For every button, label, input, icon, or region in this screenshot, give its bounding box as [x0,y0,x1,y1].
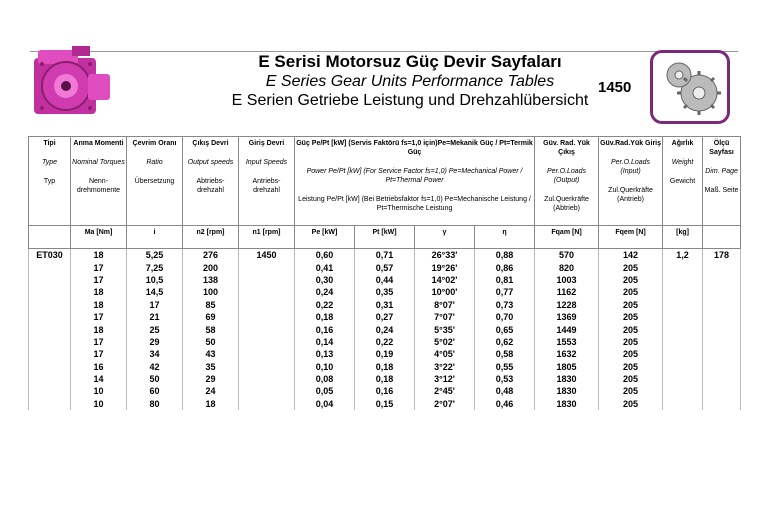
cell-fqa: 1632 [535,348,599,360]
cell-fqa: 1162 [535,286,599,298]
cell-i: 21 [127,311,183,323]
title-english: E Series Gear Units Performance Tables [265,73,555,90]
col-header-input-load: Güv.Rad.Yük Giriş Per.O.Loads (Input) Zul.Querkräfte (Antrieb) [599,137,663,226]
cell-tip [29,323,71,335]
cell-ma: 10 [71,385,127,397]
cell-ma: 14 [71,373,127,385]
cell-n1 [239,274,295,286]
table-row [29,336,741,348]
table-row [29,299,741,311]
cell-eta: 0,65 [475,323,535,335]
cell-i: 17 [127,299,183,311]
cell-n1 [239,323,295,335]
cell-dim [703,286,741,298]
cell-i: 50 [127,373,183,385]
cell-ma: 17 [71,261,127,273]
cell-n1 [239,385,295,397]
cell-n1 [239,348,295,360]
cell-kg [663,311,703,323]
cell-kg [663,286,703,298]
cell-tip [29,398,71,410]
cell-ma: 18 [71,323,127,335]
cell-tip [29,311,71,323]
cell-kg [663,398,703,410]
cell-pe: 0,24 [295,286,355,298]
cell-tip: ET030 [29,249,71,262]
table-row [29,311,741,323]
unit-pe: Pe [kW] [295,226,355,249]
cell-g: 2°07' [415,398,475,410]
cell-fqa: 820 [535,261,599,273]
unit-input-load: Fqem [N] [599,226,663,249]
unit-pt: Pt [kW] [355,226,415,249]
cell-fqa: 1830 [535,398,599,410]
cell-kg [663,299,703,311]
cell-pe: 0,60 [295,249,355,262]
table-row [29,348,741,360]
cell-fqe: 205 [599,336,663,348]
cell-eta: 0,58 [475,348,535,360]
cell-eta: 0,86 [475,261,535,273]
cell-eta: 0,48 [475,385,535,397]
cell-g: 5°35' [415,323,475,335]
cell-ma: 18 [71,286,127,298]
cell-pe: 0,18 [295,311,355,323]
cell-eta: 0,55 [475,361,535,373]
cell-n2: 43 [183,348,239,360]
table-row [29,373,741,385]
cell-pt: 0,18 [355,373,415,385]
cell-g: 5°02' [415,336,475,348]
cell-n1 [239,336,295,348]
table-row [29,261,741,273]
cell-pt: 0,22 [355,336,415,348]
cell-pe: 0,14 [295,336,355,348]
col-header-type: Tipi Type Typ [29,137,71,226]
cell-pe: 0,04 [295,398,355,410]
cell-dim [703,348,741,360]
cell-eta: 0,46 [475,398,535,410]
cell-n1 [239,311,295,323]
cell-fqe: 142 [599,249,663,262]
table-row [29,385,741,397]
cell-g: 8°07' [415,299,475,311]
performance-table [28,136,741,410]
cell-eta: 0,62 [475,336,535,348]
cell-fqa: 1553 [535,336,599,348]
col-header-torque: Anma Momenti Nominal Torques Nenn-drehmomente [71,137,127,226]
cell-fqe: 205 [599,361,663,373]
cell-fqa: 1003 [535,274,599,286]
unit-dim-page [703,226,741,249]
cell-i: 80 [127,398,183,410]
cell-g: 3°12' [415,373,475,385]
cell-dim [703,361,741,373]
cell-i: 42 [127,361,183,373]
cell-fqe: 205 [599,398,663,410]
cell-i: 7,25 [127,261,183,273]
cell-n1 [239,261,295,273]
cell-fqa: 1449 [535,323,599,335]
cell-dim [703,274,741,286]
col-header-input-speed: Giriş Devri Input Speeds Antriebs-drehzahl [239,137,295,226]
cell-dim: 178 [703,249,741,262]
cell-pt: 0,44 [355,274,415,286]
cell-eta: 0,70 [475,311,535,323]
cell-dim [703,373,741,385]
cell-pe: 0,05 [295,385,355,397]
cell-pe: 0,41 [295,261,355,273]
cell-fqe: 205 [599,261,663,273]
cell-n1 [239,361,295,373]
cell-kg [663,348,703,360]
cell-fqa: 1805 [535,361,599,373]
cell-n2: 276 [183,249,239,262]
cell-g: 14°02' [415,274,475,286]
cell-n1 [239,398,295,410]
cell-pe: 0,16 [295,323,355,335]
cell-fqa: 570 [535,249,599,262]
cell-n2: 29 [183,373,239,385]
table-row [29,361,741,373]
cell-dim [703,323,741,335]
unit-input-speed: n1 [rpm] [239,226,295,249]
cell-n2: 69 [183,311,239,323]
cell-pt: 0,71 [355,249,415,262]
gear-pair-icon [650,50,730,124]
cell-g: 7°07' [415,311,475,323]
cell-tip [29,373,71,385]
unit-weight: [kg] [663,226,703,249]
cell-fqe: 205 [599,323,663,335]
cell-eta: 0,73 [475,299,535,311]
cell-fqe: 205 [599,348,663,360]
table-row [29,286,741,298]
cell-fqe: 205 [599,373,663,385]
cell-pt: 0,27 [355,311,415,323]
cell-pe: 0,22 [295,299,355,311]
cell-ma: 10 [71,398,127,410]
cell-n1: 1450 [239,249,295,262]
cell-dim [703,336,741,348]
title-german: E Serien Getriebe Leistung und Drehzahlübersicht [231,92,589,109]
cell-pt: 0,35 [355,286,415,298]
cell-i: 14,5 [127,286,183,298]
cell-dim [703,398,741,410]
cell-kg [663,373,703,385]
table-row [29,249,741,262]
cell-ma: 17 [71,311,127,323]
cell-tip [29,385,71,397]
cell-eta: 0,88 [475,249,535,262]
cell-i: 10,5 [127,274,183,286]
cell-pt: 0,19 [355,348,415,360]
cell-pe: 0,30 [295,274,355,286]
cell-fqe: 205 [599,385,663,397]
unit-ratio: i [127,226,183,249]
table-row [29,398,741,410]
cell-fqa: 1830 [535,385,599,397]
col-header-output-speed: Çıkış Devri Output speeds Abtriebs-drehzahl [183,137,239,226]
cell-g: 19°26' [415,261,475,273]
cell-g: 4°05' [415,348,475,360]
cell-dim [703,385,741,397]
cell-g: 3°22' [415,361,475,373]
cell-pe: 0,10 [295,361,355,373]
cell-pe: 0,08 [295,373,355,385]
gearbox-image [28,40,118,130]
col-header-power-group: Güç Pe/Pt [kW] (Servis Faktörü fs=1,0 için)Pe=Mekanik Güç / Pt=Termik Güç Power Pe/Pt [kW] (For Service Factor fs=1,0) Pe=Mechanical Power / Pt=Thermal Power Leistung Pe/Pt [kW] (Bei Betriebsfaktor fs=1,0) Pe=Mechanische Leistung / Pt=Thermische Leistung [295,137,535,226]
cell-ma: 17 [71,348,127,360]
cell-pt: 0,31 [355,299,415,311]
cell-fqa: 1369 [535,311,599,323]
cell-kg [663,323,703,335]
cell-tip [29,261,71,273]
table-row [29,323,741,335]
cell-kg: 1,2 [663,249,703,262]
unit-eta: η [475,226,535,249]
cell-ma: 18 [71,299,127,311]
cell-kg [663,361,703,373]
cell-fqe: 205 [599,274,663,286]
cell-fqe: 205 [599,299,663,311]
cell-n2: 138 [183,274,239,286]
cell-fqe: 205 [599,286,663,298]
cell-kg [663,261,703,273]
cell-tip [29,299,71,311]
cell-eta: 0,53 [475,373,535,385]
cell-pt: 0,24 [355,323,415,335]
unit-torque: Ma [Nm] [71,226,127,249]
cell-n2: 200 [183,261,239,273]
cell-i: 60 [127,385,183,397]
cell-eta: 0,81 [475,274,535,286]
cell-tip [29,286,71,298]
cell-i: 29 [127,336,183,348]
table-body [29,249,741,411]
cell-tip [29,274,71,286]
cell-fqe: 205 [599,311,663,323]
col-header-dim-page: Ölçü Sayfası Dim. Page Maß. Seite [703,137,741,226]
title-turkish: E Serisi Motorsuz Güç Devir Sayfaları [258,52,562,71]
cell-n2: 18 [183,398,239,410]
col-header-weight: Ağırlık Weight Gewicht [663,137,703,226]
cell-i: 34 [127,348,183,360]
cell-ma: 17 [71,274,127,286]
cell-ma: 16 [71,361,127,373]
cell-n1 [239,299,295,311]
cell-i: 5,25 [127,249,183,262]
cell-n2: 100 [183,286,239,298]
cell-pt: 0,16 [355,385,415,397]
cell-n2: 50 [183,336,239,348]
cell-g: 2°45' [415,385,475,397]
cell-n2: 35 [183,361,239,373]
rpm-label: 1450 [598,79,632,96]
cell-n1 [239,373,295,385]
cell-pt: 0,15 [355,398,415,410]
cell-tip [29,336,71,348]
cell-n1 [239,286,295,298]
cell-pt: 0,57 [355,261,415,273]
cell-dim [703,299,741,311]
col-header-output-load: Güv. Rad. Yük Çıkış Per.O.Loads (Output) Zul.Querkräfte (Abtrieb) [535,137,599,226]
cell-n2: 85 [183,299,239,311]
cell-tip [29,361,71,373]
cell-pt: 0,18 [355,361,415,373]
cell-pe: 0,13 [295,348,355,360]
cell-kg [663,336,703,348]
col-header-ratio: Çevrim Oranı Ratio Übersetzung [127,137,183,226]
unit-type [29,226,71,249]
cell-ma: 18 [71,249,127,262]
cell-ma: 17 [71,336,127,348]
unit-output-load: Fqam [N] [535,226,599,249]
cell-n2: 24 [183,385,239,397]
cell-fqa: 1228 [535,299,599,311]
cell-dim [703,311,741,323]
cell-eta: 0,77 [475,286,535,298]
title-block [200,52,620,110]
cell-tip [29,348,71,360]
cell-n2: 58 [183,323,239,335]
cell-dim [703,261,741,273]
unit-gamma: γ [415,226,475,249]
cell-i: 25 [127,323,183,335]
cell-kg [663,274,703,286]
unit-output-speed: n2 [rpm] [183,226,239,249]
cell-g: 26°33' [415,249,475,262]
cell-g: 10°00' [415,286,475,298]
cell-kg [663,385,703,397]
cell-fqa: 1830 [535,373,599,385]
table-row [29,274,741,286]
